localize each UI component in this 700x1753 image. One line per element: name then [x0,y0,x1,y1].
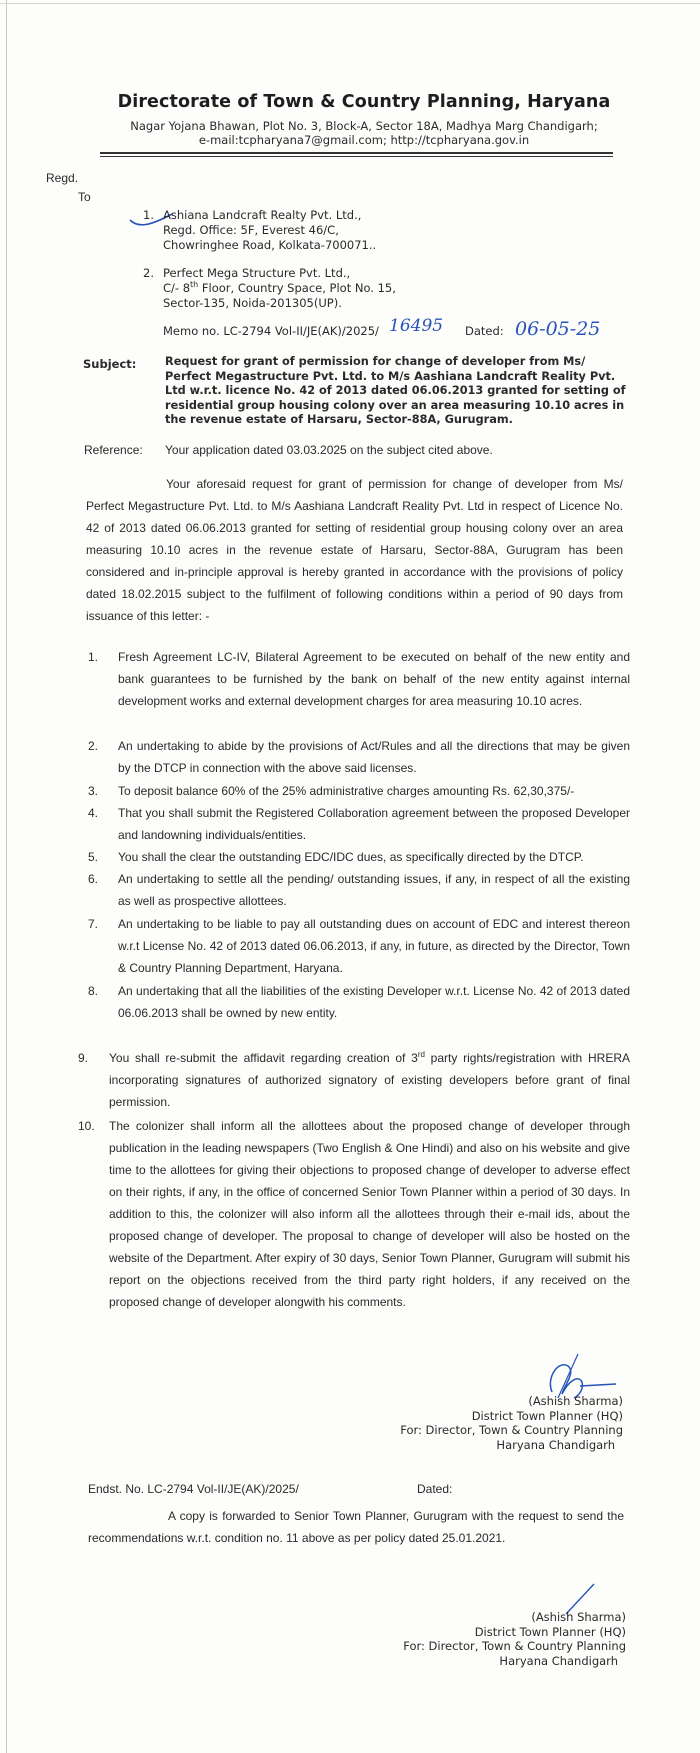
condition-1-text: Fresh Agreement LC-IV, Bilateral Agreement to be executed on behalf of the new entity and bank guarantees to be furnished by the bank on behalf of the new entity against internal development works and external development charges for area measuring 10.10 acres. [118,650,630,708]
letterhead-title: Directorate of Town & Country Planning, Haryana [117,92,611,112]
recipient-1-line-1: Ashiana Landcraft Realty Pvt. Ltd., [163,208,362,222]
recipient-2-line-1: Perfect Mega Structure Pvt. Ltd., [163,266,351,280]
letterhead-address: Nagar Yojana Bhawan, Plot No. 3, Block-A, Sector 18A, Madhya Marg Chandigarh; [130,119,598,133]
memo-date-handwritten: 06-05-25 [515,318,601,340]
condition-10-number: 10. [78,1119,95,1133]
condition-8-number: 8. [88,984,99,998]
letterhead-rule-thin [100,156,613,157]
condition-4-text: That you shall submit the Registered Collaboration agreement between the proposed Developer and landowning individuals/entities. [118,806,630,842]
condition-5-number: 5. [88,850,99,864]
signature-2-for: For: Director, Town & Country Planning [403,1639,626,1653]
body-paragraph: Your aforesaid request for grant of permission for change of developer from Ms/ Perfect Megastructure Pvt. Ltd. to M/s Aashiana Landcraft Reality Pvt. Ltd in respect of Licence No. 42 of 2013 dated 06.06.2013 granted for setting of residential group housing colony over an area measuring 10.10 acres in the revenue estate of Harsaru, Sector-88A, Gurugram has been considered and in-principle approval is hereby granted in accordance with the provisions of policy dated 18.02.2015 subject to the fulfilment of following conditions within a period of 90 days from issuance of this letter: - [86,477,623,623]
letterhead-contact: e-mail:tcpharyana7@gmail.com; http://tcpharyana.gov.in [198,133,530,147]
condition-8-text: An undertaking that all the liabilities of the existing Developer w.r.t. License No. 42 of 2013 dated 06.06.2013 shall be owned by new entity. [118,984,630,1020]
condition-6-number: 6. [88,872,99,886]
recipient-2-line-2: C/- 8th Floor, Country Space, Plot No. 15, [163,280,396,295]
signature-2-place: Haryana Chandigarh [499,1653,618,1668]
recipient-1-line-3: Chowringhee Road, Kolkata-700071.. [163,238,377,252]
recipient-2-number: 2. [143,266,154,280]
signature-1-block [360,1394,623,1452]
memo-number-handwritten: 16495 [389,316,444,336]
condition-7-number: 7. [88,917,99,931]
subject-text: Request for grant of permission for change of developer from Ms/ Perfect Megastructure Pvt. Ltd. to M/s Aashiana Landcraft Reality Pvt. Ltd w.r.t. licence No. 42 of 2013 dated 06.06.2013 granted for setting of residential group housing colony over an area measuring 10.10 acres in the revenue estate of Harsaru, Sector-88A, Gurugram. [165,355,626,426]
letterhead-rule [100,152,613,154]
condition-9-text: You shall re-submit the affidavit regarding creation of 3rd party rights/registration with HRERA incorporating signatures of authorized signatory of existing developers before grant of final permission. [109,1050,630,1109]
condition-1-number: 1. [88,650,99,664]
condition-2-text: An undertaking to abide by the provisions of Act/Rules and all the directions that may be given by the DTCP in connection with the above said licenses. [118,739,630,775]
signature-1-designation: District Town Planner (HQ) [471,1408,623,1423]
condition-4-number: 4. [88,806,99,820]
signature-1-for: For: Director, Town & Country Planning [400,1423,623,1437]
regd-label: Regd. [46,171,79,185]
endorsement-dated-label: Dated: [417,1482,453,1496]
reference-text: Your application dated 03.03.2025 on the subject cited above. [165,443,493,457]
subject-label: Subject: [83,357,137,371]
recipient-1-number: 1. [143,208,154,222]
condition-7-text: An undertaking to be liable to pay all outstanding dues on account of EDC and interest thereon w.r.t License No. 42 of 2013 dated 06.06.2013, if any, in future, as directed by the Director, Town & Country Planning Department, Haryana. [118,917,630,975]
condition-5-text: You shall the clear the outstanding EDC/IDC dues, as specifically directed by the DTCP. [118,850,584,864]
condition-9-number: 9. [78,1051,89,1065]
signature-1-place: Haryana Chandigarh [496,1437,615,1452]
endorsement-label: Endst. No. LC-2794 Vol-II/JE(AK)/2025/ [88,1482,299,1496]
recipient-1-line-2: Regd. Office: 5F, Everest 46/C, [163,223,339,237]
endorsement-text: A copy is forwarded to Senior Town Planner, Gurugram with the request to send the recommendations w.r.t. condition no. 11 above as per policy dated 25.01.2021. [88,1509,624,1545]
condition-6-text: An undertaking to settle all the pending/ outstanding issues, if any, in respect of all the existing as well as prospective allottees. [118,872,630,908]
condition-3-number: 3. [88,784,99,798]
signature-2-designation: District Town Planner (HQ) [474,1624,626,1639]
signature-2-name: (Ashish Sharma) [531,1610,626,1624]
scan-edge-top [0,3,700,4]
signature-2-block [360,1610,626,1668]
recipient-2-line-3: Sector-135, Noida-201305(UP). [163,296,342,310]
memo-label: Memo no. LC-2794 Vol-II/JE(AK)/2025/ [163,324,379,338]
memo-dated-label: Dated: [465,324,504,338]
condition-2-number: 2. [88,739,99,753]
to-label: To [78,190,91,204]
condition-3-text: To deposit balance 60% of the 25% administrative charges amounting Rs. 62,30,375/- [118,784,575,798]
condition-10-text: The colonizer shall inform all the allottees about the proposed change of developer through publication in the leading newspapers (Two English & One Hindi) and also on his website and give time to the allottees for giving their objections to proposed change of developer to adverse effect on their rights, if any, in the office of concerned Senior Town Planner within a period of 30 days. In addition to this, the colonizer will also inform all the allottees through their e-mail ids, about the proposed change of developer. The proposal to change of developer will also be hosted on the website of the Department. After expiry of 30 days, Senior Town Planner, Gurugram will submit his report on the objections received from the third party right holders, if any received on the proposed change of developer alongwith his comments. [109,1119,630,1309]
reference-label: Reference: [84,443,143,457]
scan-edge-left [6,0,7,1753]
signature-1-name: (Ashish Sharma) [528,1394,623,1408]
